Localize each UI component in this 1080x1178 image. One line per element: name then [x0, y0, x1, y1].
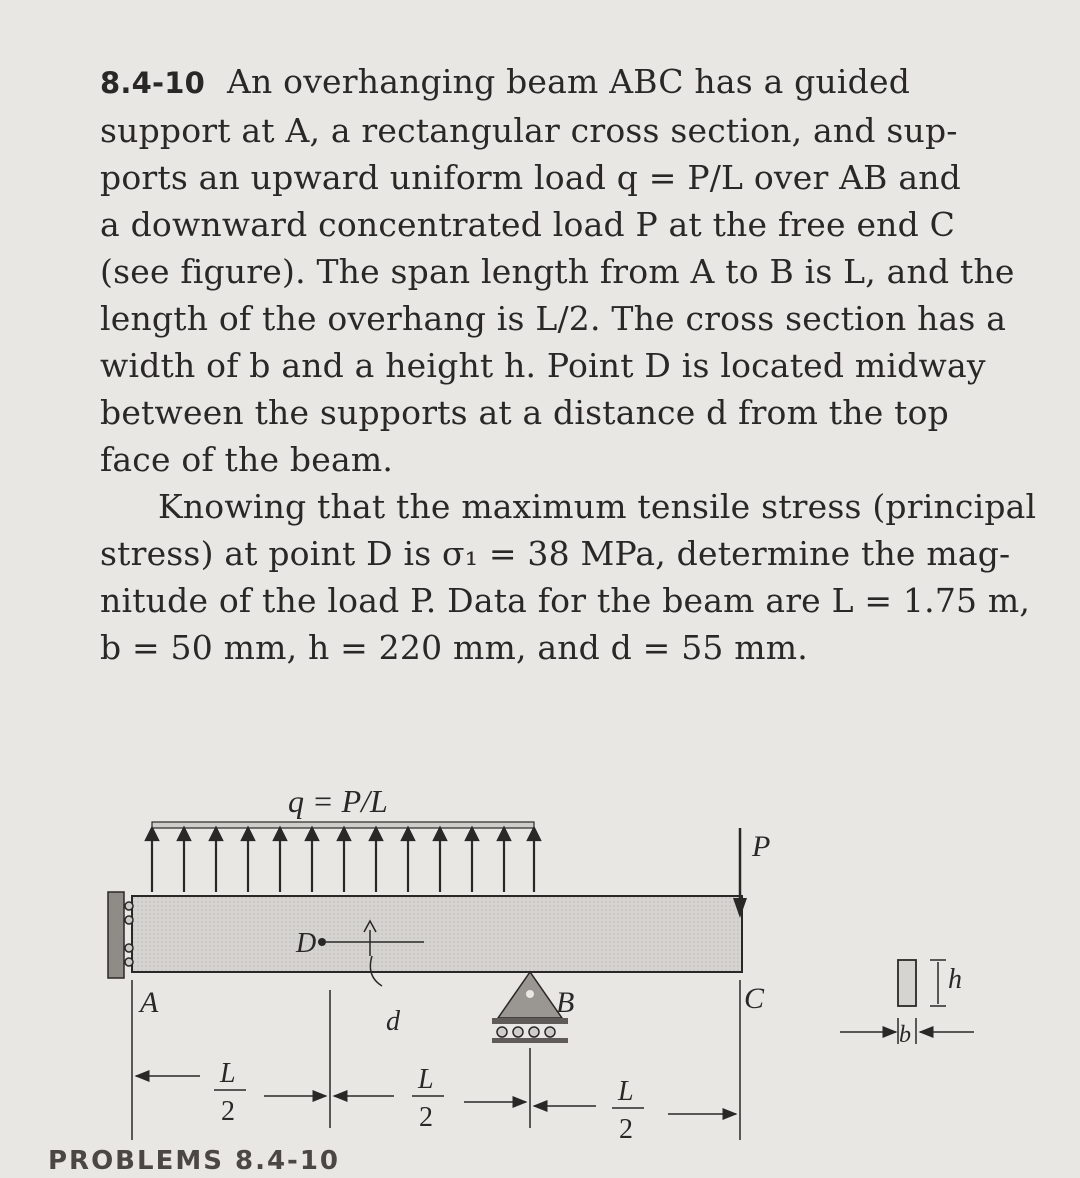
- label-p: P: [752, 830, 771, 863]
- problem-line-5: (see figure). The span length from A to B is L, and the: [100, 252, 1015, 291]
- beam-diagram-svg: [0, 780, 1080, 1174]
- label-h: h: [948, 964, 962, 995]
- problem-line-3: ports an upward uniform load q = P/L over AB and: [100, 158, 961, 197]
- svg-text:2: 2: [619, 1114, 633, 1145]
- uniform-load: [146, 783, 540, 892]
- dim-l-over-2-b: [412, 1064, 444, 1133]
- dim-l-over-2-a: [214, 1058, 246, 1127]
- problem-line-6: length of the overhang is L/2. The cross section has a: [100, 299, 1007, 338]
- problems-footer-label: PROBLEMS 8.4-10: [48, 1146, 341, 1176]
- problem-statement: [100, 58, 1040, 671]
- load-arrows: [146, 828, 540, 892]
- problem-line-13: b = 50 mm, h = 220 mm, and d = 55 mm.: [100, 628, 808, 667]
- beam-figure: [0, 780, 1080, 1174]
- label-d: D: [296, 928, 317, 959]
- problem-line-9: face of the beam.: [100, 440, 394, 479]
- label-b: B: [556, 986, 575, 1019]
- svg-text:L: L: [418, 1064, 434, 1095]
- load-label: q = P/L: [288, 783, 388, 819]
- beam-body: [132, 896, 742, 972]
- problem-line-12: nitude of the load P. Data for the beam are L = 1.75 m,: [100, 581, 1031, 620]
- svg-text:2: 2: [221, 1096, 235, 1127]
- label-c: C: [744, 982, 765, 1015]
- problem-line-7: width of b and a height h. Point D is located midway: [100, 346, 986, 385]
- label-a: A: [140, 986, 159, 1019]
- problem-line-8: between the supports at a distance d from the top: [100, 393, 949, 432]
- cross-section: [840, 960, 974, 1048]
- problem-line-1: 8.4-10 An overhanging beam ABC has a guided: [100, 62, 911, 101]
- label-b-width: b: [899, 1022, 911, 1048]
- svg-text:L: L: [618, 1076, 634, 1107]
- point-load-p: [733, 828, 770, 918]
- svg-text:L: L: [220, 1058, 236, 1089]
- problem-line-2: support at A, a rectangular cross section, and sup-: [100, 111, 958, 150]
- problem-number: 8.4-10: [100, 66, 205, 100]
- dim-l-over-2-c: [612, 1076, 644, 1145]
- problem-line-4: a downward concentrated load P at the free end C: [100, 205, 956, 244]
- problem-line-10: Knowing that the maximum tensile stress (principal: [158, 487, 1037, 526]
- load-top-bar: [152, 822, 534, 828]
- label-dist-d: d: [386, 1006, 400, 1037]
- guided-support-a: [108, 892, 133, 978]
- problem-line-11: stress) at point D is σ₁ = 38 MPa, determine the mag-: [100, 534, 1011, 573]
- svg-text:2: 2: [419, 1102, 433, 1133]
